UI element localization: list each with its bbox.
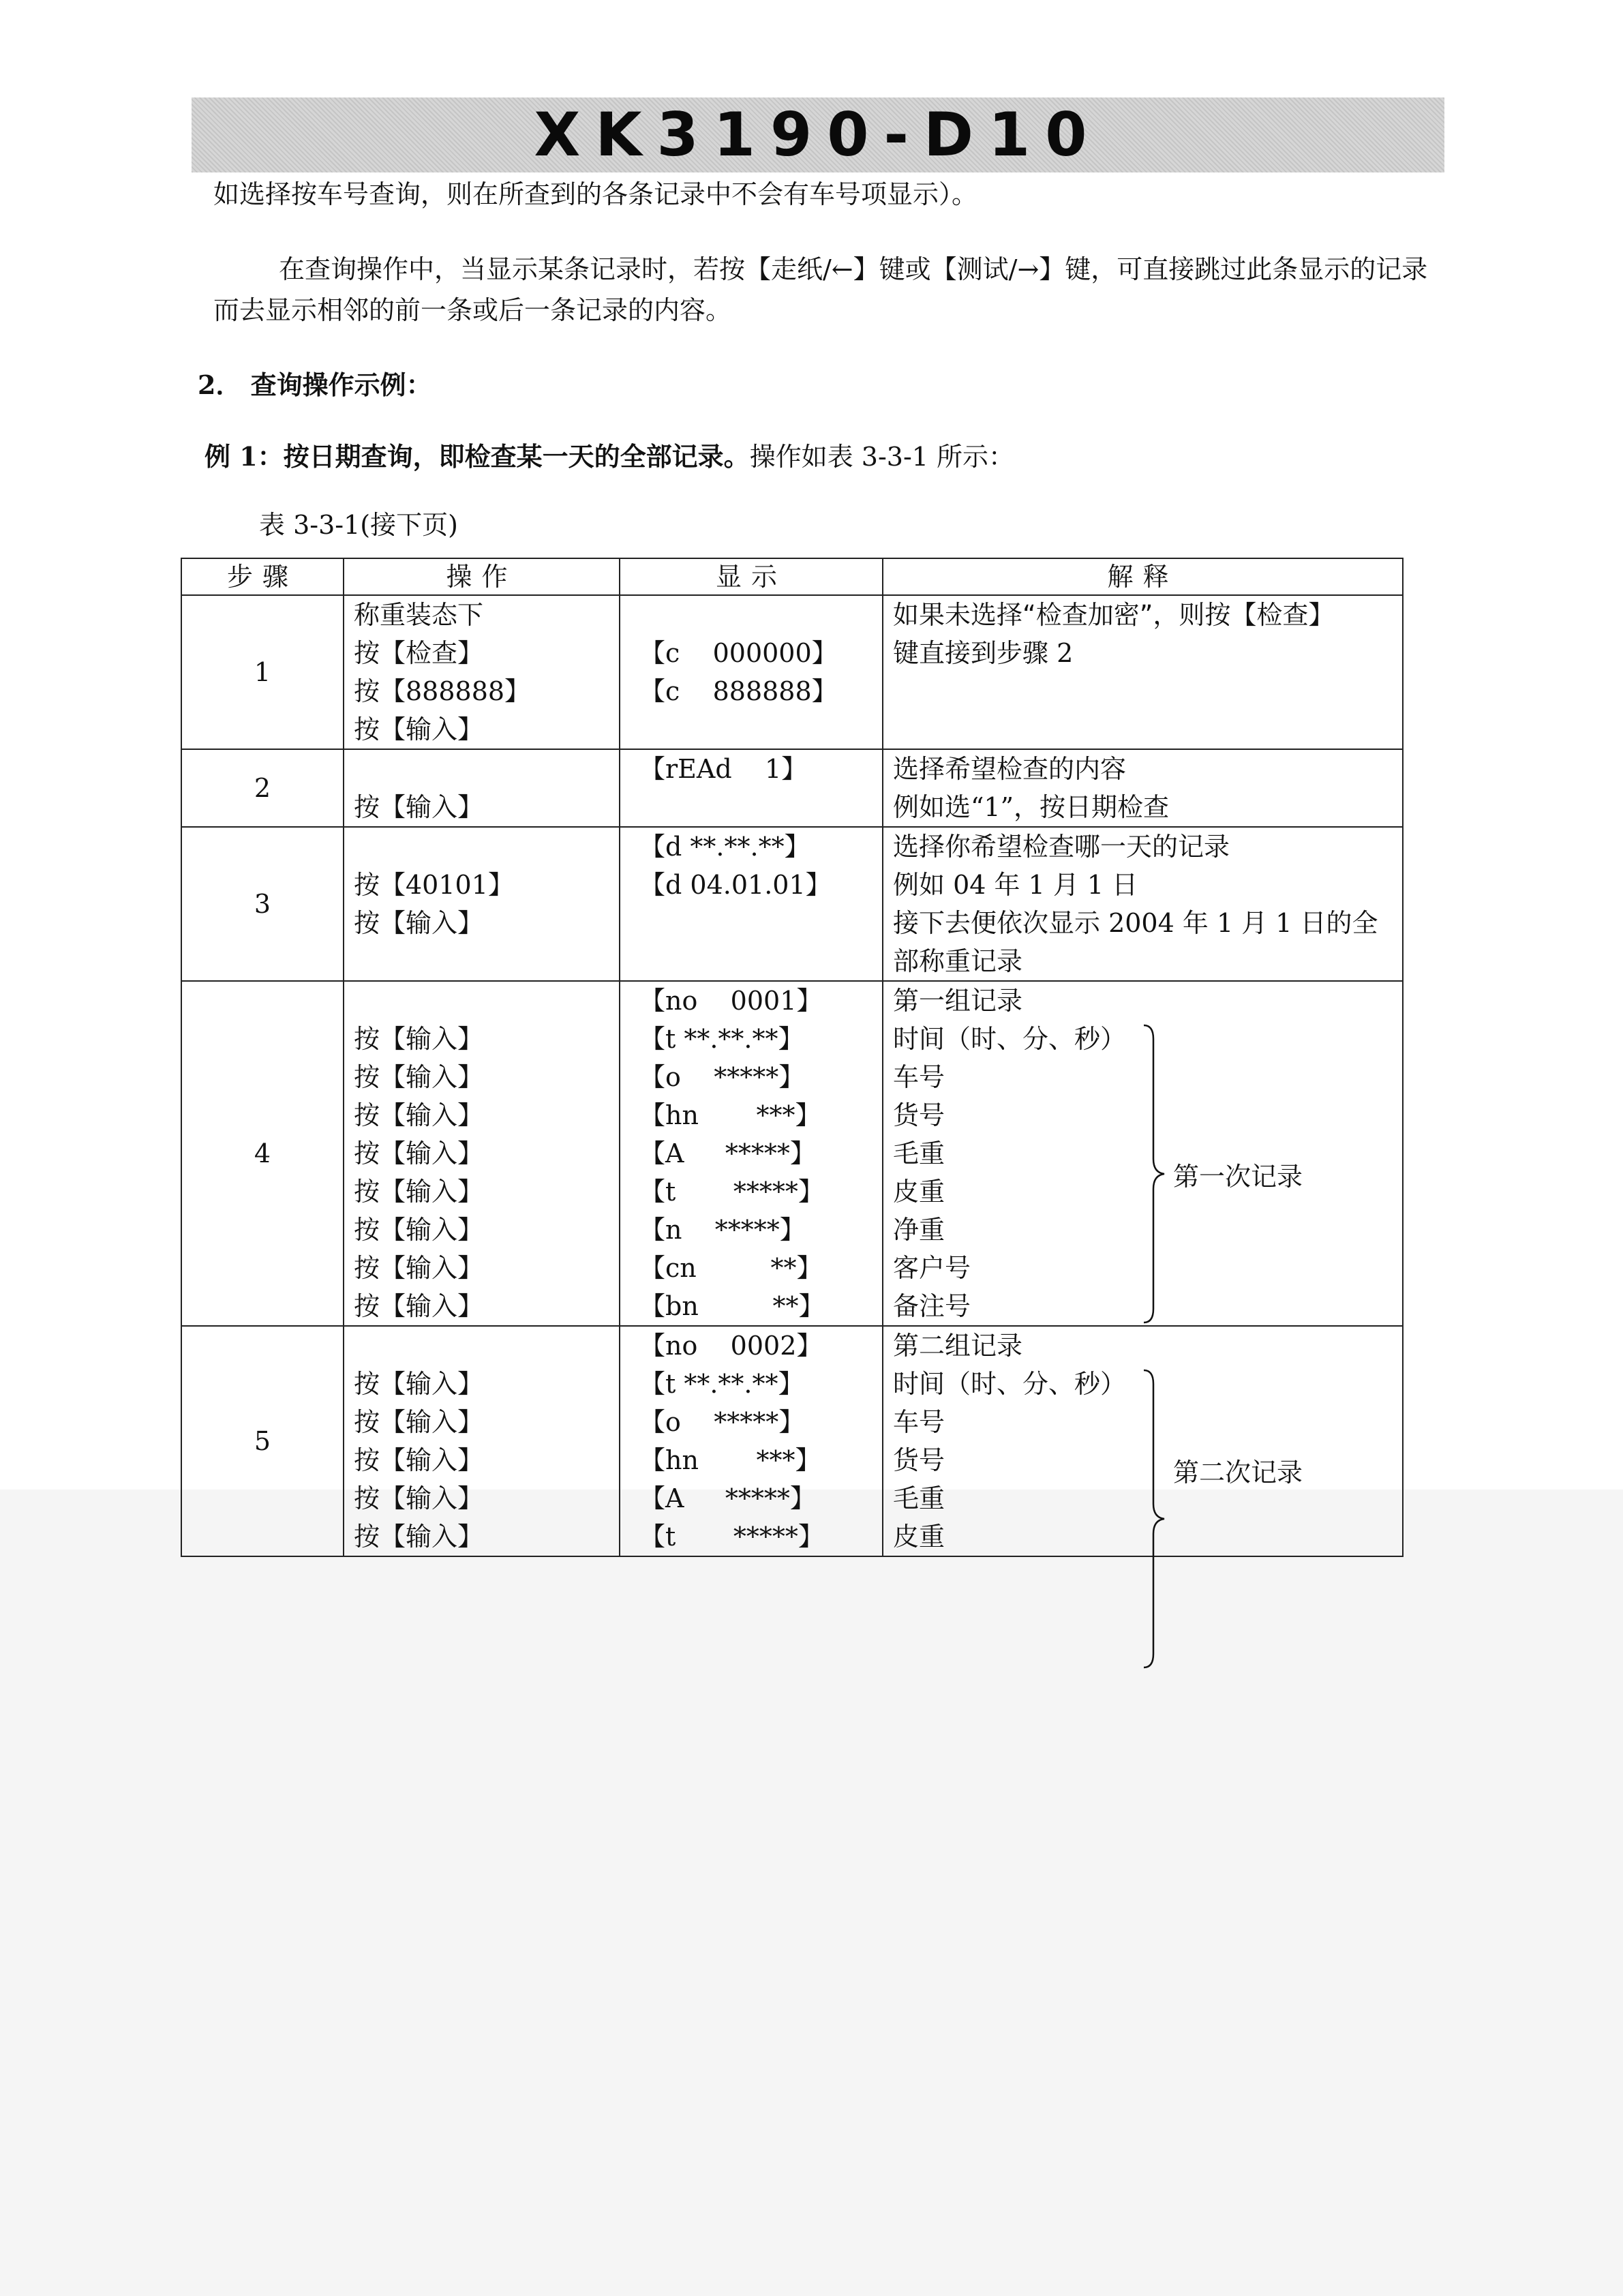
operation-line <box>354 828 609 866</box>
operation-line <box>354 982 609 1020</box>
explanation-cell <box>883 827 1403 981</box>
explanation-line: 皮重 <box>893 1522 945 1552</box>
header-operation: 操作 <box>344 558 620 595</box>
table-row <box>181 981 1403 1326</box>
table-row <box>181 749 1403 827</box>
operation-line: 按【输入】 <box>354 1407 484 1437</box>
display-line: 【d **.**.**】 <box>639 832 810 862</box>
operation-line: 按【40101】 <box>354 870 514 900</box>
section-heading: 2． 查询操作示例： <box>198 369 432 400</box>
explanation-line: 如果未选择“检查加密”，则按【检查】 <box>893 600 1335 630</box>
display-line <box>639 788 873 826</box>
table-row <box>181 827 1403 981</box>
operation-line: 按【输入】 <box>354 1483 484 1513</box>
explanation-line: 时间（时、分、秒） <box>893 1024 1127 1054</box>
display-cell <box>620 981 883 1326</box>
example-line <box>204 436 1014 477</box>
explanation-line: 选择希望检查的内容 <box>893 754 1127 784</box>
operation-cell <box>344 595 620 749</box>
header-step: 步骤 <box>181 558 344 595</box>
step-cell: 3 <box>181 827 344 981</box>
display-cell <box>620 1326 883 1556</box>
explanation-cell <box>883 595 1403 749</box>
paragraph-2: 在查询操作中，当显示某条记录时，若按【走纸/←】键或【测试/→】键，可直接跳过此条显示的记录而去显示相邻的前一条或后一条记录的内容。 <box>213 254 1428 325</box>
operation-line: 按【输入】 <box>354 1100 484 1130</box>
explanation-line: 客户号 <box>893 1253 971 1283</box>
explanation-line: 备注号 <box>893 1291 971 1321</box>
table-caption: 表 3-3-1(接下页) <box>259 510 458 540</box>
table-row <box>181 595 1403 749</box>
operation-line: 按【输入】 <box>354 1522 484 1552</box>
operation-line: 按【输入】 <box>354 1253 484 1283</box>
operation-line: 按【输入】 <box>354 1369 484 1399</box>
operation-line: 按【输入】 <box>354 1177 484 1207</box>
explanation-emphasis: 未选择“检查加密” <box>945 600 1153 630</box>
display-line: 【no 0002】 <box>639 1331 823 1361</box>
operation-line: 按【输入】 <box>354 1138 484 1168</box>
display-line: 【o *****】 <box>639 1407 805 1437</box>
display-line <box>639 596 873 634</box>
step-cell: 1 <box>181 595 344 749</box>
display-line: 【n *****】 <box>639 1215 806 1245</box>
explanation-cell <box>883 1326 1403 1556</box>
header-title: XK3190-D10 <box>534 100 1102 170</box>
display-line: 【A *****】 <box>639 1483 816 1513</box>
explanation-line: 选择你希望检查哪一天的记录 <box>893 832 1230 862</box>
display-line: 【t **.**.**】 <box>639 1369 804 1399</box>
explanation-line: 部称重记录 <box>893 946 1023 976</box>
step-cell: 4 <box>181 981 344 1326</box>
operation-line: 称重装态下 <box>354 600 484 630</box>
explanation-line: 皮重 <box>893 1177 945 1207</box>
header-banner <box>192 97 1444 172</box>
right-brace-icon <box>1142 1369 1166 1669</box>
operation-line: 按【输入】 <box>354 1062 484 1092</box>
display-line: 【hn ***】 <box>639 1100 821 1130</box>
explanation-line: 货号 <box>893 1445 945 1475</box>
operation-cell <box>344 1326 620 1556</box>
display-cell <box>620 595 883 749</box>
brace-label: 第一次记录 <box>1173 1162 1303 1192</box>
operation-cell <box>344 827 620 981</box>
right-brace-icon <box>1142 1024 1166 1324</box>
display-line: 【no 0001】 <box>639 986 823 1016</box>
step-cell: 2 <box>181 749 344 827</box>
operation-cell <box>344 981 620 1326</box>
display-line: 【cn **】 <box>639 1253 823 1283</box>
operation-line <box>354 750 609 788</box>
explanation-line: 第一组记录 <box>893 986 1023 1016</box>
operation-line: 按【输入】 <box>354 1024 484 1054</box>
operation-line <box>354 1327 609 1365</box>
explanation-line: 例如 04 年 1 月 1 日 <box>893 870 1138 900</box>
operation-line: 按【检查】 <box>354 638 484 668</box>
operation-line: 按【888888】 <box>354 676 531 706</box>
display-cell <box>620 827 883 981</box>
table-header-row <box>181 558 1403 595</box>
operation-line: 按【输入】 <box>354 1291 484 1321</box>
explanation-cell <box>883 749 1403 827</box>
display-line: 【t *****】 <box>639 1522 824 1552</box>
explanation-cell <box>883 981 1403 1326</box>
explanation-line: 第二组记录 <box>893 1331 1023 1361</box>
operation-line <box>354 942 609 980</box>
explanation-line: 键直接到步骤 2 <box>893 638 1074 668</box>
display-line: 【rEAd 1】 <box>639 754 808 784</box>
explanation-line: 车号 <box>893 1062 945 1092</box>
example-normal: 操作如表 3-3-1 所示： <box>749 442 1015 472</box>
explanation-line: 例如选“1”，按日期检查 <box>893 792 1170 822</box>
explanation-line: 车号 <box>893 1407 945 1437</box>
display-line: 【c 000000】 <box>639 638 838 668</box>
display-line <box>639 710 873 749</box>
explanation-line: 接下去便依次显示 2004 年 1 月 1 日的全 <box>893 908 1378 938</box>
display-line <box>639 904 873 942</box>
operations-table <box>181 558 1404 1557</box>
explanation-line: 毛重 <box>893 1483 945 1513</box>
operation-line: 按【输入】 <box>354 714 484 744</box>
operation-line: 按【输入】 <box>354 1445 484 1475</box>
explanation-line: 货号 <box>893 1100 945 1130</box>
display-line: 【c 888888】 <box>639 676 838 706</box>
operation-line: 按【输入】 <box>354 908 484 938</box>
operation-line: 按【输入】 <box>354 792 484 822</box>
display-line: 【d 04.01.01】 <box>639 870 832 900</box>
step-cell: 5 <box>181 1326 344 1556</box>
operation-line: 按【输入】 <box>354 1215 484 1245</box>
brace-label: 第二次记录 <box>1173 1457 1303 1487</box>
display-line <box>639 942 873 980</box>
display-line: 【A *****】 <box>639 1138 816 1168</box>
header-display: 显示 <box>620 558 883 595</box>
paragraph-1: 如选择按车号查询，则在所查到的各条记录中不会有车号项显示）。 <box>213 179 978 209</box>
operation-cell <box>344 749 620 827</box>
explanation-line: 毛重 <box>893 1138 945 1168</box>
display-line: 【hn ***】 <box>639 1445 821 1475</box>
table-row <box>181 1326 1403 1556</box>
display-line: 【t *****】 <box>639 1177 824 1207</box>
display-line: 【t **.**.**】 <box>639 1024 804 1054</box>
display-cell <box>620 749 883 827</box>
explanation-line: 时间（时、分、秒） <box>893 1369 1127 1399</box>
display-line: 【bn **】 <box>639 1291 825 1321</box>
display-line: 【o *****】 <box>639 1062 805 1092</box>
explanation-line: 净重 <box>893 1215 945 1245</box>
example-bold: 例 1：按日期查询，即检查某一天的全部记录。 <box>204 441 750 472</box>
header-explanation: 解释 <box>883 558 1403 595</box>
